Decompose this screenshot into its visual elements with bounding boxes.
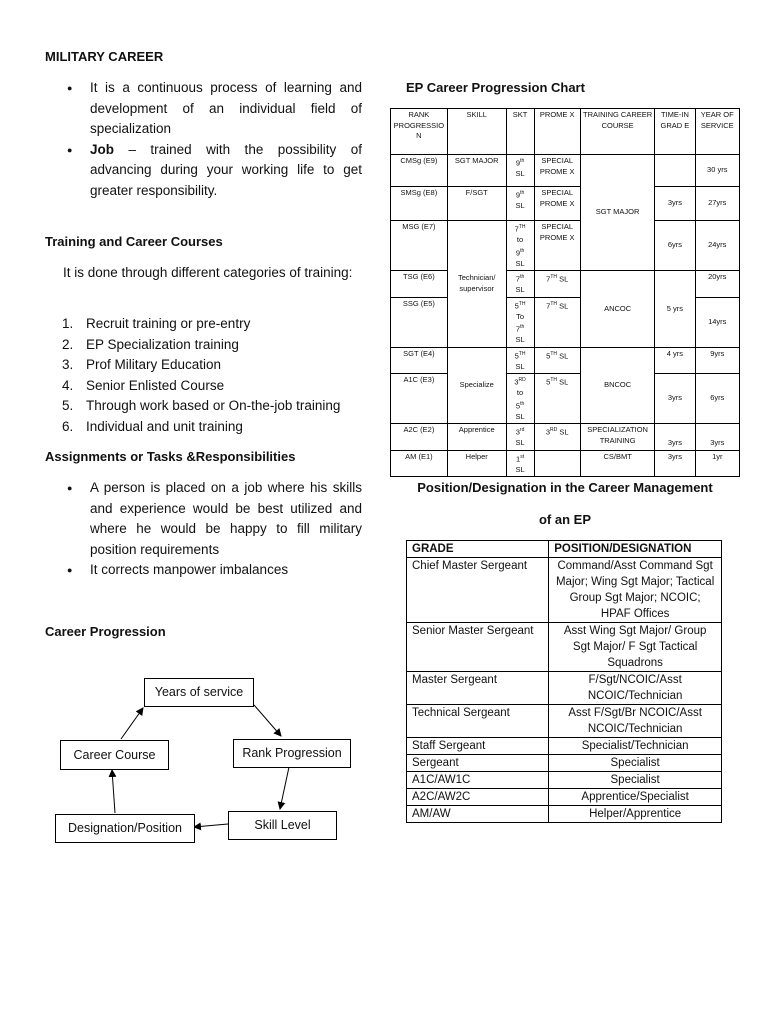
- position-title-line-1: Position/Designation in the Career Management: [417, 480, 713, 495]
- diagram-node-rank: Rank Progression: [233, 739, 351, 768]
- arrow-course-to-years: [121, 708, 143, 739]
- header-cell: RANK PROGRESSIO N: [391, 109, 448, 155]
- list-item: ● It corrects manpower imbalances: [45, 560, 362, 581]
- diagram-node-designation: Designation/Position: [55, 814, 195, 843]
- page-title: MILITARY CAREER: [45, 49, 164, 64]
- header-cell: SKILL: [447, 109, 506, 155]
- header-cell: TRAINING CAREER COURSE: [580, 109, 654, 155]
- table-row: Staff Sergeant Specialist/Technician: [407, 738, 722, 755]
- diagram-node-years: Years of service: [144, 678, 254, 707]
- assignments-heading: Assignments or Tasks &Responsibilities: [45, 449, 296, 464]
- list-item: ● Job – trained with the possibility of advancing during your working life to get greater responsibility.: [45, 140, 362, 202]
- list-item: 6. Individual and unit training: [62, 418, 243, 434]
- list-item: 5. Through work based or On-the-job training: [62, 398, 341, 413]
- header-cell: GRADE: [407, 541, 549, 558]
- arrow-skill-to-designation: [194, 824, 228, 827]
- table-row: A1C/AW1C Specialist: [407, 772, 722, 789]
- career-progression-heading: Career Progression: [45, 624, 166, 639]
- list-item: ● It is a continuous process of learning and development of an individual field of specialization: [45, 78, 362, 140]
- career-progression-table: [390, 108, 740, 477]
- table-row: SSG (E5) 5TH To 7th SL 7TH SL 14yrs: [391, 297, 740, 347]
- table-row: A1C (E3) 3RD to 5th SL 5TH SL 3yrs 6yrs: [391, 374, 740, 424]
- table-row: Master Sergeant F/Sgt/NCOIC/Asst NCOIC/Technician: [407, 672, 722, 705]
- diagram-node-course: Career Course: [60, 740, 169, 770]
- table-header-row: [391, 109, 740, 155]
- table-row: A2C (E2) Apprentice 3rd SL 3RD SL SPECIALIZATION TRAINING 3yrs 3yrs: [391, 424, 740, 451]
- table-row: MSG (E7) Technician/ supervisor 7TH to 9th SL SPECIAL PROME X 6yrs 24yrs: [391, 221, 740, 271]
- header-cell: TIME-IN GRAD E: [655, 109, 695, 155]
- list-item: 3. Prof Military Education: [62, 357, 222, 372]
- table-row: Technical Sergeant Asst F/Sgt/Br NCOIC/Asst NCOIC/Technician: [407, 705, 722, 738]
- position-title-line-2: of an EP: [538, 512, 591, 527]
- arrow-designation-to-course: [112, 770, 115, 813]
- header-cell: YEAR OF SERVICE: [695, 109, 739, 155]
- arrow-years-to-rank: [254, 705, 281, 736]
- table-row: AM (E1) Helper 1st SL CS/BMT 3yrs 1yr: [391, 450, 740, 477]
- list-item: ● A person is placed on a job where his skills and experience would be best utilized and where he would be happy to fill military position requirements: [45, 478, 362, 560]
- list-item: 1. Recruit training or pre-entry: [62, 316, 251, 331]
- training-intro: It is done through different categories of training:: [63, 265, 353, 280]
- table-row: CMSg (E9) SGT MAJOR 9th SL SPECIAL PROME X SGT MAJOR 30 yrs: [391, 155, 740, 187]
- table-row: AM/AW Helper/Apprentice: [407, 806, 722, 823]
- table-row: Sergeant Specialist: [407, 755, 722, 772]
- arrow-rank-to-skill: [280, 767, 289, 809]
- table-row: Chief Master Sergeant Command/Asst Command Sgt Major; Wing Sgt Major; Tactical Group Sgt Major; NCOIC; HPAF Offices: [407, 558, 722, 623]
- table-row: SMSg (E8) F/SGT 9th SL SPECIAL PROME X 3yrs 27yrs: [391, 187, 740, 221]
- header-cell: PROME X: [534, 109, 580, 155]
- chart-title: EP Career Progression Chart: [406, 80, 585, 95]
- table-row: A2C/AW2C Apprentice/Specialist: [407, 789, 722, 806]
- header-cell: SKT: [506, 109, 534, 155]
- table-row: TSG (E6) 7th SL 7TH SL ANCOC 5 yrs 20yrs: [391, 271, 740, 298]
- position-designation-table: [406, 540, 722, 823]
- table-row: Senior Master Sergeant Asst Wing Sgt Major/ Group Sgt Major/ F Sgt Tactical Squadrons: [407, 623, 722, 672]
- header-cell: POSITION/DESIGNATION: [549, 541, 722, 558]
- list-item: 4. Senior Enlisted Course: [62, 377, 225, 393]
- table-row: SGT (E4) Specialize 5TH SL 5TH SL BNCOC 4 yrs 9yrs: [391, 347, 740, 374]
- table-header-row: [407, 541, 722, 558]
- list-item: 2. EP Specialization training: [62, 336, 239, 352]
- diagram-node-skill: Skill Level: [228, 811, 337, 840]
- training-heading: Training and Career Courses: [45, 234, 223, 249]
